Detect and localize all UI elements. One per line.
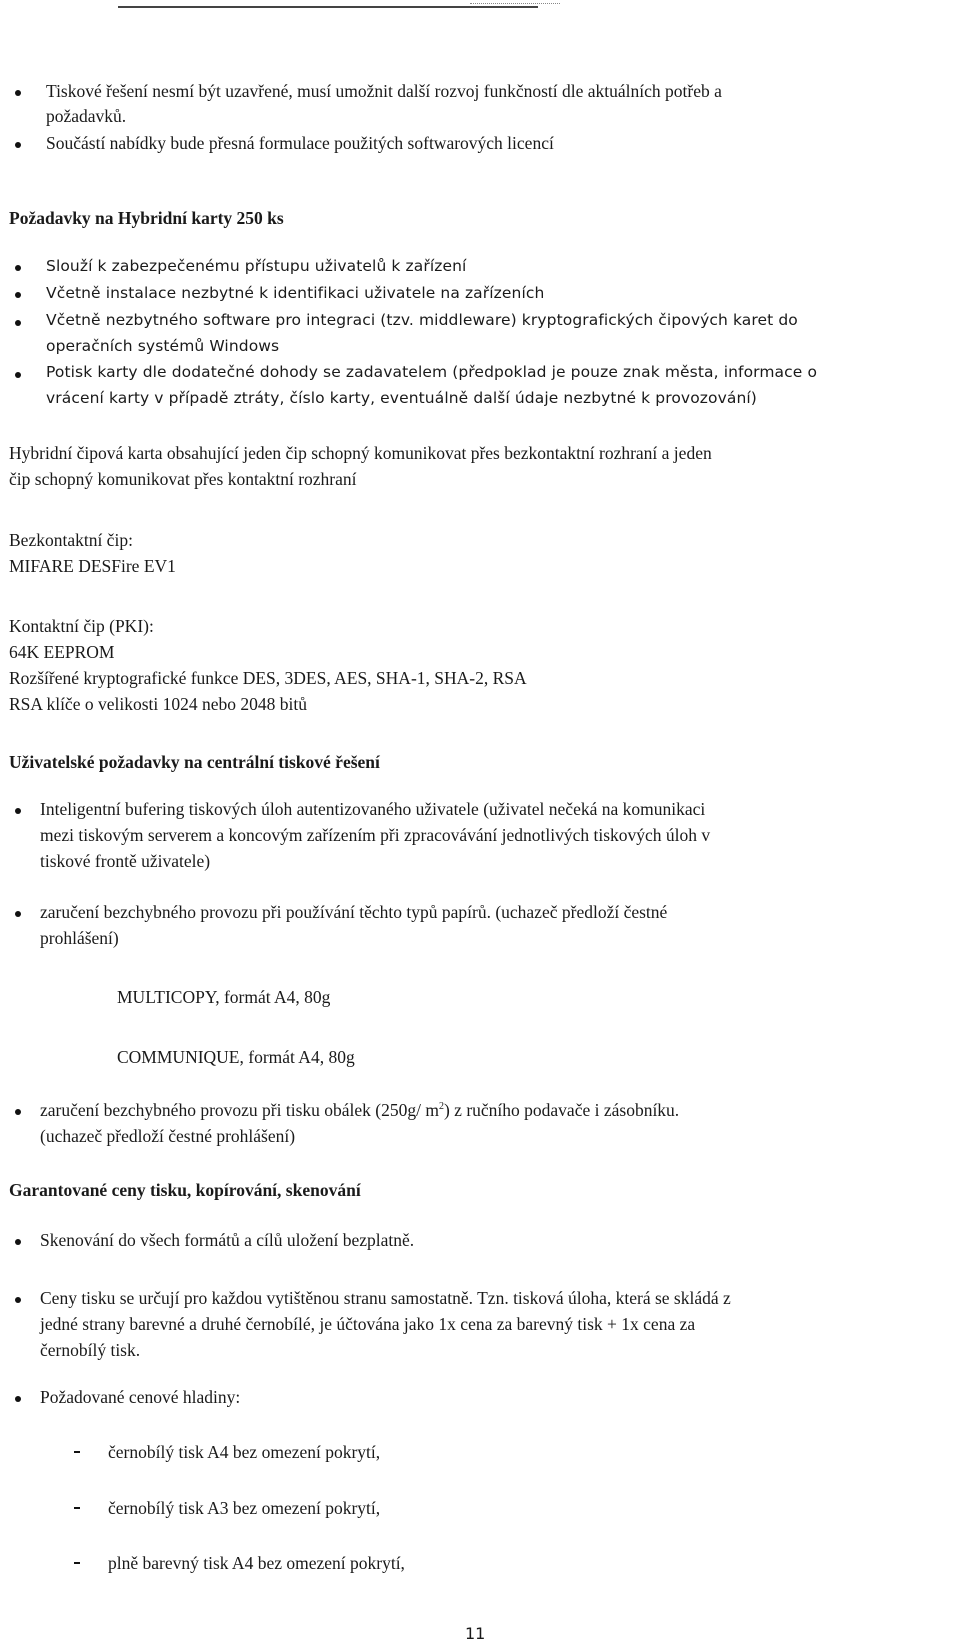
hybrid-para-line-1: Hybridní čipová karta obsahující jeden čip schopný komunikovat přes bezkontaktní rozhraní a jeden [9,443,712,463]
print-bullet-2-line-2: prohlášení) [40,928,119,948]
price-bullet-1: Skenování do všech formátů a cílů uložení bezplatně. [40,1230,415,1250]
cards-bullet-4-line-1: Potisk karty dle dodatečné dohody se zadavatelem (předpoklad je pouze znak města, informace o [46,363,818,381]
cards-bullet-4-line-2: vrácení karty v případě ztráty, číslo karty, eventuálně další údaje nezbytné k provozování) [46,389,757,407]
page-number: 11 [465,1624,486,1643]
intro-bullet-2: Součástí nabídky bude přesná formulace použitých softwarových licencí [46,133,554,153]
dash-bullet [74,1451,80,1453]
print-bullet-2-line-1: zaručení bezchybného provozu při používání těchto typů papírů. (uchazeč předloží čestné [40,902,668,922]
paper-type-1: MULTICOPY, formát A4, 80g [117,987,331,1007]
price-bullet-2-line-1: Ceny tisku se určují pro každou vytištěnou stranu samostatně. Tzn. tisková úloha, která se skládá z [40,1288,731,1308]
price-bullet-2-line-2: jedné strany barevné a druhé černobílé, je účtována jako 1x cena za barevný tisk + 1x cena za [40,1314,696,1334]
top-scan-marks [470,3,560,8]
cards-heading: Požadavky na Hybridní karty 250 ks [9,208,284,228]
bullet-dot [15,1239,21,1245]
contactless-label: Bezkontaktní čip: [9,530,133,550]
bullet-dot [15,265,21,271]
envelope-text-b: ) z ručního podavače i zásobníku. [443,1100,680,1120]
intro-bullet-1-line-1: Tiskové řešení nesmí být uzavřené, musí umožnit další rozvoj funkčností dle aktuálních potřeb a [46,81,722,101]
price-heading: Garantované ceny tisku, kopírování, skenování [9,1180,361,1200]
price-level-3: plně barevný tisk A4 bez omezení pokrytí, [108,1553,405,1573]
intro-bullet-1-line-2: požadavků. [46,106,127,126]
envelope-text-a: zaručení bezchybného provozu při tisku obálek (250g/ m [40,1100,439,1120]
contact-line-3: RSA klíče o velikosti 1024 nebo 2048 bitů [9,694,307,714]
price-bullet-3: Požadované cenové hladiny: [40,1387,241,1407]
print-bullet-1-line-3: tiskové frontě uživatele) [40,851,211,871]
print-heading: Uživatelské požadavky na centrální tiskové řešení [9,752,380,772]
cards-bullet-1: Slouží k zabezpečenému přístupu uživatelů k zařízení [46,257,467,275]
print-bullet-3-line-1 [40,1097,679,1123]
contactless-value: MIFARE DESFire EV1 [9,556,176,576]
bullet-dot [15,142,21,148]
hybrid-para-line-2: čip schopný komunikovat přes kontaktní rozhraní [9,469,357,489]
bullet-dot [15,1109,21,1115]
cards-bullet-2: Včetně instalace nezbytné k identifikaci uživatele na zařízeních [46,284,545,302]
dash-bullet [74,1562,80,1564]
price-level-1: černobílý tisk A4 bez omezení pokrytí, [108,1442,381,1462]
bullet-dot [15,372,21,378]
envelope-sup: 2 [438,1101,444,1113]
bullet-dot [15,911,21,917]
cards-bullet-3-line-1: Včetně nezbytného software pro integraci (tzv. middleware) kryptografických čipových karet do [46,311,798,329]
price-bullet-2-line-3: černobílý tisk. [40,1340,141,1360]
bullet-dot [15,1297,21,1303]
contact-label: Kontaktní čip (PKI): [9,616,154,636]
contact-line-2: Rozšířené kryptografické funkce DES, 3DES, AES, SHA-1, SHA-2, RSA [9,668,527,688]
paper-type-2: COMMUNIQUE, formát A4, 80g [117,1047,355,1067]
bullet-dot [15,90,21,96]
bullet-dot [15,292,21,298]
cards-bullet-3-line-2: operačních systémů Windows [46,337,280,355]
bullet-dot [15,808,21,814]
contact-line-1: 64K EEPROM [9,642,115,662]
bullet-dot [15,1396,21,1402]
print-bullet-1-line-1: Inteligentní bufering tiskových úloh autentizovaného uživatele (uživatel nečeká na komunikaci [40,799,706,819]
print-bullet-1-line-2: mezi tiskovým serverem a koncovým zařízením při zpracovávání jednotlivých tiskových úloh v [40,825,711,845]
price-level-2: černobílý tisk A3 bez omezení pokrytí, [108,1498,381,1518]
print-bullet-3-line-2: (uchazeč předloží čestné prohlášení) [40,1126,296,1146]
bullet-dot [15,320,21,326]
dash-bullet [74,1507,80,1509]
